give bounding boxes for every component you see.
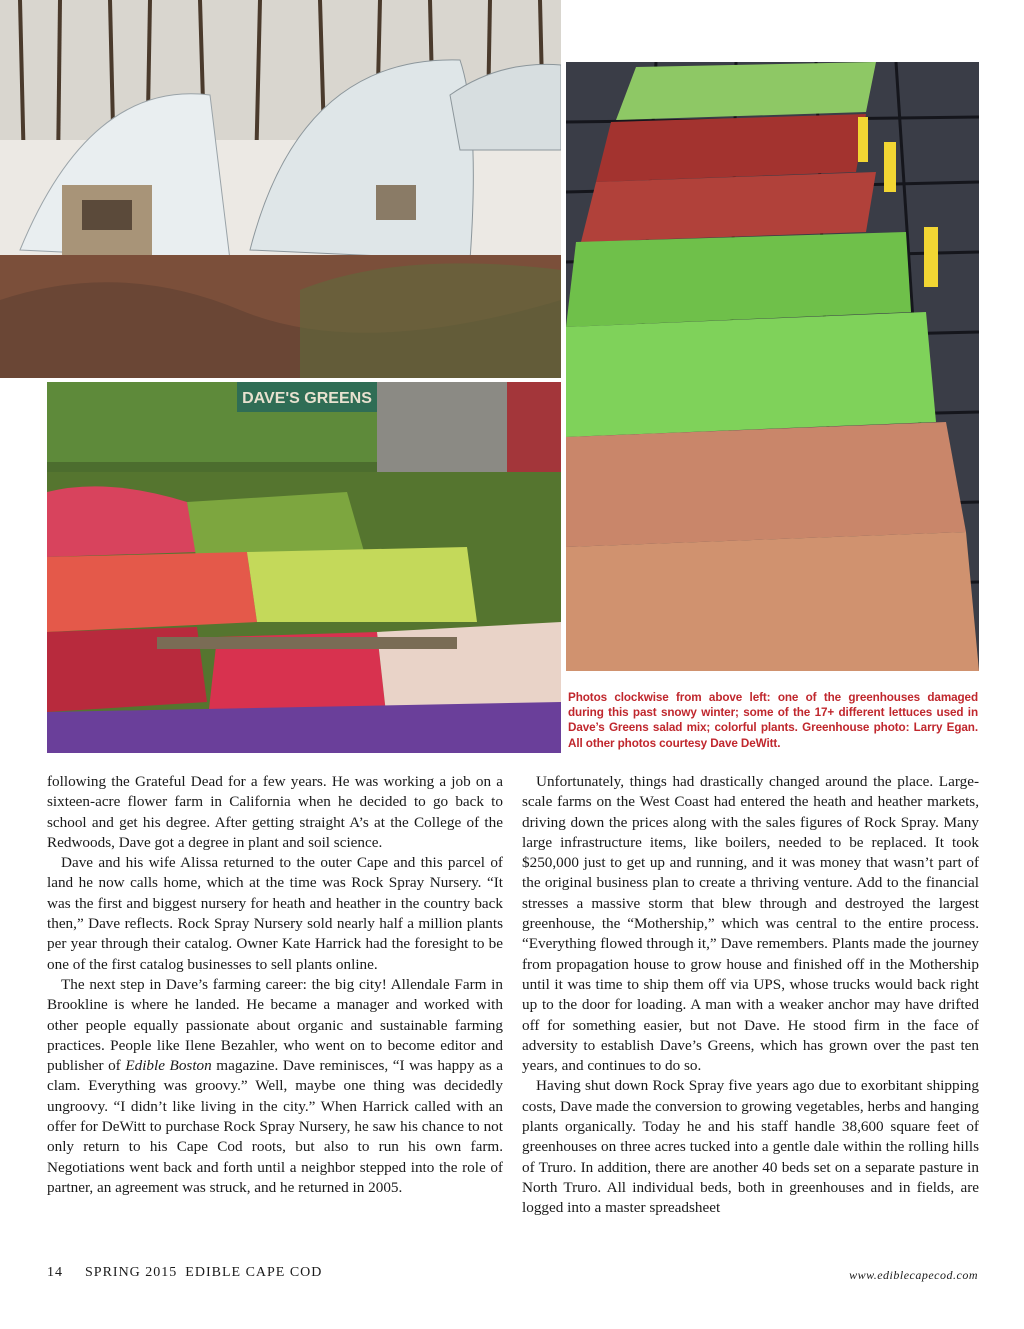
page-number: 14	[47, 1265, 63, 1280]
magazine-title: Edible Boston	[125, 1057, 212, 1075]
paragraph: The next step in Dave’s farming career: the big city! Allendale Farm in Brookline is where he landed. He became a manager and worked with other people equally passionate about organic and sustainable farming practices. People like Ilene Bezahler, who went on to become editor and publisher of Edible Boston magazine. Dave reminisces, “I was happy as a clam. Everything was groovy.” Well, maybe one thing was decidedly ungroovy. “I didn’t like living in the city.” When Harrick called with an offer for DeWitt to purchase Rock Spray Nursery, he saw his chance to not only return to his Cape Cod roots, but also to run his own farm. Negotiations went back and forth until a neighbor stepped into the role of partner, an agreement was struck, and he returned in 2005.	[47, 975, 503, 1196]
paragraph: Dave and his wife Alissa returned to the outer Cape and this parcel of land he now calls home, which at the time was Rock Spray Nursery. “It was the first and biggest nursery for heath and heather in the country back then,” Dave reflects. Rock Spray Nursery sold nearly half a million plants per year through their catalog. Owner Kate Harrick had the foresight to be one of the first catalog businesses to sell plants online.	[47, 854, 503, 973]
lettuce-trays-photo	[566, 62, 979, 671]
paragraph: following the Grateful Dead for a few years. He was working a job on a sixteen-acre flower farm in California when he decided to go back to school and get his degree. After getting straight A’s at the College of the Redwoods, Dave got a degree in plant and soil science.	[47, 773, 503, 851]
publication-name: EDIBLE CAPE COD	[185, 1265, 323, 1280]
page-footer	[47, 1265, 344, 1281]
article-column-left	[47, 772, 503, 1198]
nursery-plants-photo	[47, 382, 561, 753]
nursery-sign-text: DAVE'S GREENS	[242, 390, 372, 407]
greenhouse-photo	[0, 0, 561, 378]
paragraph: Unfortunately, things had drastically changed around the place. Large-scale farms on the West Coast had entered the heath and heather markets, driving down the prices along with the sales figures of Rock Spray. Many large infrastructure items, like boilers, needed to be replaced. It took $250,000 just to get up and running, and it was money that wasn’t part of the original business plan to create a thriving venture. Add to the financial stresses a massive storm that blew through and destroyed the largest greenhouse, the “Mothership,” which was central to the entire process. “Everything flowed through it,” Dave remembers. Plants made the journey from propagation house to grow house and finished off in the Mothership until it was time to ship them off via UPS, whose trucks would back right up to the door for loading. A man with a weaker anchor may have drifted off for something easier, but not Dave. He stood firm in the face of adversity to establish Dave’s Greens, which has grown over the past ten years, and continues to do so.	[522, 773, 979, 1075]
paragraph: Having shut down Rock Spray five years ago due to exorbitant shipping costs, Dave made the conversion to growing vegetables, herbs and hanging plants organically. Today he and his staff handle 38,600 square feet of greenhouses on three acres tucked into a gentle dale within the rolling hills of Truro. In addition, there are another 40 beds set on a separate pasture in North Truro. All individual beds, both in greenhouses and in fields, are logged into a master spreadsheet	[522, 1077, 979, 1217]
issue-label: SPRING 2015	[85, 1265, 178, 1280]
photo-caption: Photos clockwise from above left: one of the greenhouses damaged during this past snowy winter; some of the 17+ different lettuces used in Dave’s Greens salad mix; colorful plants. Greenhouse photo: Larry Egan. All other photos courtesy Dave DeWitt.	[568, 691, 978, 750]
website-url: www.ediblecapecod.com	[849, 1268, 978, 1282]
article-column-right	[522, 772, 979, 1219]
